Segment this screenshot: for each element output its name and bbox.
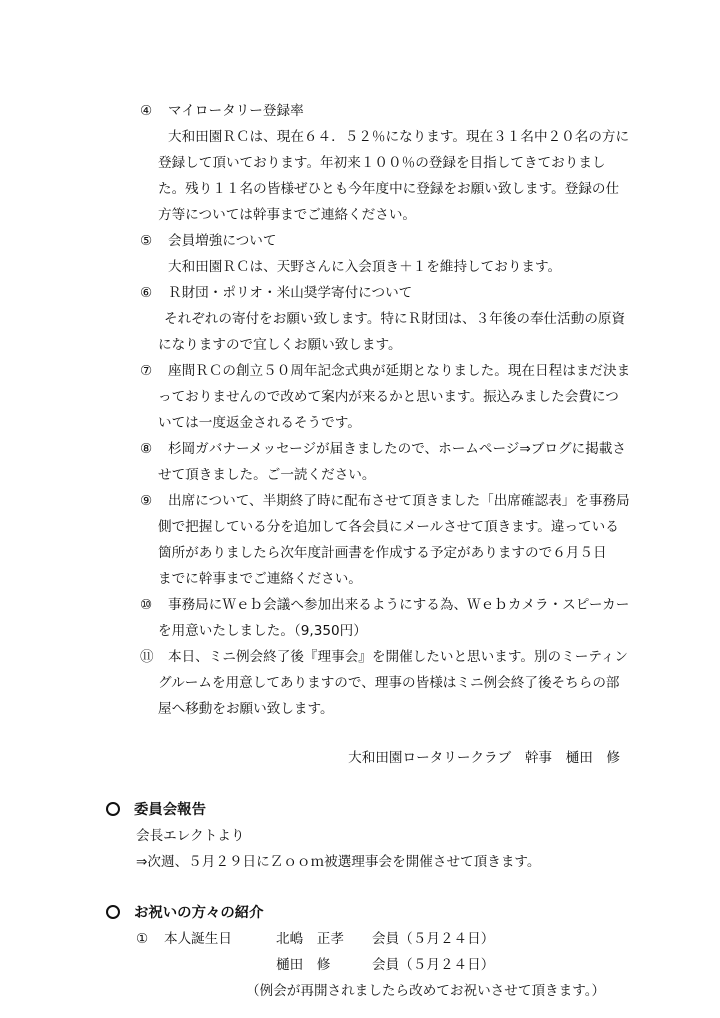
item-number: ⑨	[140, 493, 153, 509]
signature: 大和田園ロータリークラブ 幹事 樋田 修	[348, 750, 620, 766]
person-role: 会員（５月２４日）	[372, 931, 495, 947]
item-number: ⑩	[140, 597, 153, 613]
item-6-title-line	[140, 283, 412, 303]
item-number: ⑦	[140, 363, 153, 379]
person-name: 樋田 修	[276, 957, 331, 973]
body-line: いては一度返金されるそうです。	[158, 415, 361, 431]
circle-bullet-icon	[106, 802, 120, 816]
body-line: 側で把握している分を追加して各会員にメールさせて頂きます。違っている	[158, 519, 619, 535]
person-name: 北嶋 正孝	[276, 931, 344, 947]
birthday-line: ① 本人誕生日 北嶋 正孝 会員（５月２４日）	[136, 931, 495, 947]
body-line: っておりませんので改めて案内が来るかと思います。振込みました会費につ	[158, 389, 619, 405]
item-number: ⑧	[140, 441, 153, 457]
item-number: ⑤	[140, 233, 153, 249]
body-line: 箇所がありましたら次年度計画書を作成する予定がありますので６月５日	[158, 545, 607, 561]
item-7-line: ⑦ 座間ＲＣの創立５０周年記念式典が延期となりました。現在日程はまだ決ま	[140, 363, 631, 379]
body-line: グルームを用意してありますので、理事の皆様はミニ例会終了後そちらの部	[158, 675, 620, 691]
section-heading: お祝いの方々の紹介	[134, 905, 264, 921]
item-title: マイロータリー登録率	[168, 103, 304, 119]
body-line: 大和田園ＲＣは、天野さんに入会頂き＋１を維持しております。	[168, 259, 562, 275]
item-10-line: ⑩ 事務局にＷｅｂ会議へ参加出来るようにする為、Ｗｅｂカメラ・スピーカー	[140, 597, 630, 613]
body-line: 登録して頂いております。年初来１００％の登録を目指してきておりまし	[158, 155, 606, 171]
committee-heading-line	[106, 800, 206, 820]
body-line: までに幹事までご連絡ください。	[158, 571, 362, 587]
person-role: 会員（５月２４日）	[372, 957, 495, 973]
item-title: 会員増強について	[168, 233, 277, 249]
celebration-heading-line	[106, 903, 264, 923]
birthday-note: （例会が再開されましたら改めてお祝いさせて頂きます。）	[246, 983, 606, 999]
item-9-line: ⑨ 出席について、半期終了時に配布させて頂きました「出席確認表」を事務局	[140, 493, 630, 509]
body-line: 屋へ移動をお願い致します。	[158, 701, 334, 717]
body-line: た。残り１１名の皆様ぜひとも今年度中に登録をお願い致します。登録の仕	[158, 181, 620, 197]
birthday-line	[276, 955, 494, 975]
committee-line: 会長エレクトより	[136, 828, 245, 844]
body-line: せて頂きました。ご一読ください。	[158, 467, 376, 483]
committee-line: ⇒次週、５月２９日にＺｏｏｍ被選理事会を開催させて頂きます。	[136, 854, 541, 870]
body-line: それぞれの寄付をお願い致します。特にＲ財団は、３年後の奉仕活動の原資	[164, 311, 626, 327]
item-5-title-line	[140, 231, 276, 251]
body-line: になりますので宜しくお願い致します。	[158, 337, 402, 353]
item-11-line: ⑪ 本日、ミニ例会終了後『理事会』を開催したいと思います。別のミーティン	[140, 649, 629, 665]
body-line: 方等については幹事までご連絡ください。	[158, 207, 417, 223]
circle-bullet-icon	[106, 905, 120, 919]
body-line: を用意いたしました。（9,350円）	[158, 623, 367, 639]
body-line: 大和田園ＲＣは、現在６４．５２％になります。現在３１名中２０名の方に	[168, 129, 630, 145]
item-4-title-line	[140, 101, 304, 121]
item-number: ④	[140, 103, 153, 119]
item-title: Ｒ財団・ポリオ・米山奨学寄付について	[168, 285, 413, 301]
item-number: ⑥	[140, 285, 153, 301]
section-heading: 委員会報告	[134, 802, 206, 818]
item-8-line: ⑧ 杉岡ガバナーメッセージが届きましたので、ホームページ⇒ブログに掲載さ	[140, 441, 626, 457]
item-number: ⑪	[140, 649, 154, 665]
